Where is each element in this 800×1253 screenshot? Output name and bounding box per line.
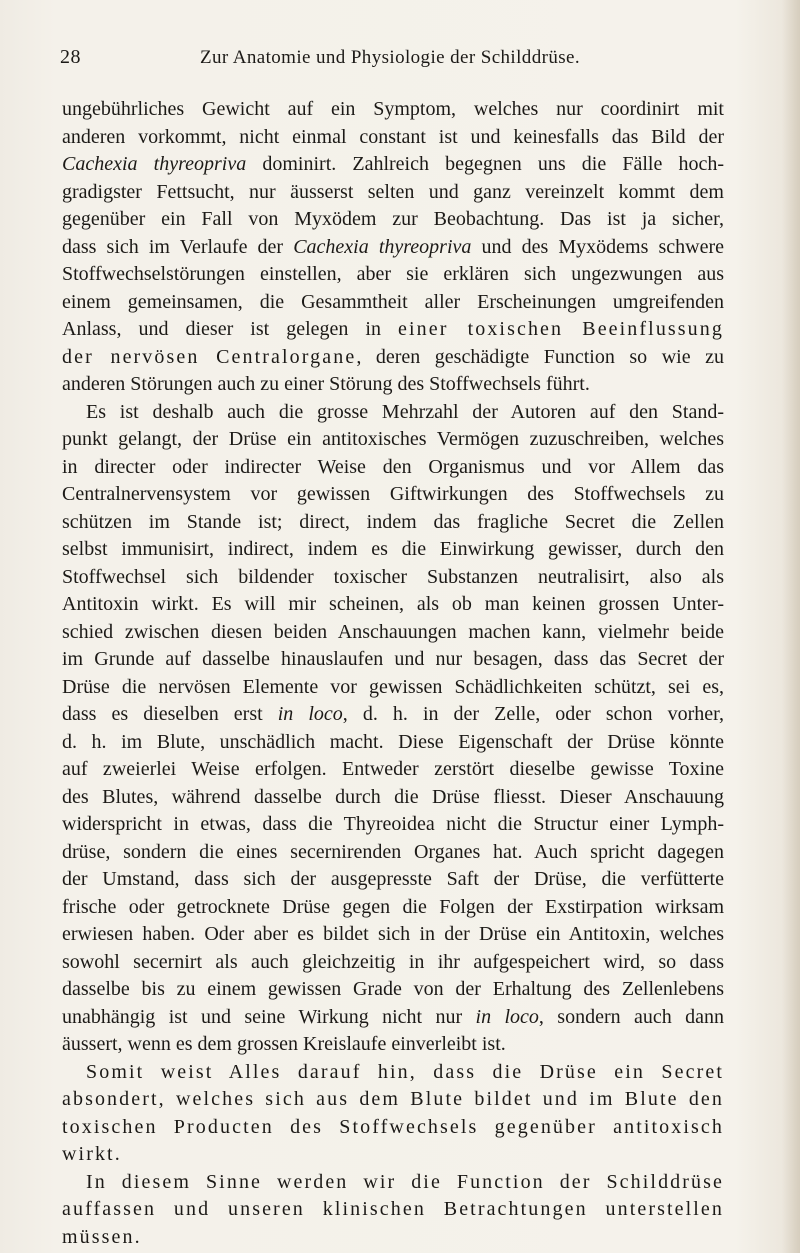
text-segment: absondert, welches sich aus dem Blute bildet und im Blute den [62, 1088, 724, 1110]
text-segment: Anlass, und dieser ist gelegen in [62, 318, 398, 340]
text-segment: dasselbe bis zu einem gewissen Grade von der Erhaltung des Zellenlebens [62, 978, 724, 1000]
page-edge-shadow [782, 0, 800, 1253]
text-line [62, 1141, 724, 1169]
text-segment: toxischen Producten des Stoffwechsels gegenüber antitoxisch [62, 1115, 724, 1138]
text-segment: anderen vorkommt, nicht einmal constant ist und keinesfalls das Bild der [62, 125, 724, 148]
text-segment: gegenüber ein Fall von Myxödem zur Beobachtung. Das ist ja sicher, [62, 208, 724, 230]
text-segment: Drüse die nervösen Elemente vor gewissen Schädlichkeiten schützt, sei es, [62, 675, 724, 698]
text-segment: frische oder getrocknete Drüse gegen die Folgen der Exstirpation wirksam [62, 895, 724, 918]
text-segment: gradigster Fettsucht, nur äusserst selten und ganz vereinzelt kommt dem [62, 180, 724, 203]
text-line [62, 1004, 724, 1032]
text-segment: In diesem Sinne werden wir die Function der Schilddrüse [86, 1170, 724, 1193]
text-segment: Stoffwechsel sich bildender toxischer Substanzen neutralisirt, also als [62, 565, 724, 588]
italic-text: Cachexia thyreopriva [62, 153, 247, 175]
text-line [62, 701, 724, 729]
spaced-text: der nervösen Centralorgane [62, 345, 357, 368]
running-title: Zur Anatomie und Physiologie der Schilddrüse. [199, 47, 580, 68]
text-line [62, 564, 724, 592]
text-segment: dass sich im Verlaufe der [62, 235, 294, 258]
text-segment: , sondern auch dann [538, 1005, 724, 1028]
text-line [62, 729, 724, 757]
text-line [62, 894, 724, 922]
text-segment: in directer oder indirecter Weise den Organismus und vor Allem das [62, 455, 724, 478]
text-segment: des Blutes, während dasselbe durch die Drüse fliesst. Dieser Anschauung [62, 785, 724, 808]
text-line [62, 1169, 724, 1197]
text-line [62, 289, 724, 317]
text-line [62, 619, 724, 647]
text-line [62, 784, 724, 812]
text-line [62, 1114, 724, 1142]
text-segment: im Grunde auf dasselbe hinauslaufen und nur besagen, dass das Secret der [62, 648, 724, 670]
text-segment: Stoffwechselstörungen einstellen, aber sie erklären sich ungezwungen aus [62, 263, 724, 285]
text-line [62, 1086, 724, 1114]
text-segment: ungebührliches Gewicht auf ein Symptom, welches nur coordinirt mit [62, 98, 724, 120]
text-line [62, 206, 724, 234]
body-text [62, 96, 724, 1251]
text-segment: unabhängig ist und seine Wirkung nicht nur [62, 1005, 476, 1028]
text-segment: widerspricht in etwas, dass die Thyreoidea nicht die Structur einer Lymph- [62, 813, 724, 835]
text-line [62, 1196, 724, 1224]
italic-text: in loco [475, 1005, 539, 1028]
text-segment: schied zwischen diesen beiden Anschauungen machen kann, vielmehr beide [62, 620, 724, 643]
text-segment: dass es dieselben erst [62, 703, 278, 725]
text-line [62, 344, 724, 372]
text-line [62, 756, 724, 784]
text-line [62, 674, 724, 702]
text-segment: punkt gelangt, der Drüse ein antitoxisches Vermögen zuzuschreiben, welches [62, 428, 724, 450]
text-line [62, 124, 724, 152]
text-segment: auffassen und unseren klinischen Betrachtungen unterstellen [62, 1198, 724, 1220]
text-segment: Antitoxin wirkt. Es will mir scheinen, als ob man keinen grossen Unter- [62, 593, 724, 615]
text-segment: der Umstand, dass sich der ausgepresste Saft der Drüse, die verfütterte [62, 868, 724, 890]
text-segment: , deren geschädigte Function so wie zu [356, 345, 724, 368]
text-line [62, 1031, 724, 1059]
text-segment: Somit weist Alles darauf hin, dass die Drüse ein Secret [86, 1060, 724, 1083]
text-line [62, 976, 724, 1004]
italic-text: in loco [277, 703, 343, 725]
text-line [62, 316, 724, 344]
text-line [62, 454, 724, 482]
text-segment: dominirt. Zahlreich begegnen uns die Fälle hoch- [246, 153, 724, 175]
page-header [60, 46, 720, 76]
text-line [62, 179, 724, 207]
italic-text: Cachexia thyreopriva [293, 235, 472, 258]
text-segment: äussert, wenn es dem grossen Kreislaufe einverleibt ist. [62, 1033, 506, 1055]
text-line [62, 646, 724, 674]
text-segment: selbst immunisirt, indirect, indem es die Einwirkung gewisser, durch den [62, 538, 724, 560]
text-segment: anderen Störungen auch zu einer Störung des Stoffwechsels führt. [62, 373, 590, 395]
text-line [62, 921, 724, 949]
text-segment: wirkt. [62, 1143, 122, 1165]
text-segment: sowohl secernirt als auch gleichzeitig in ihr aufgespeichert wird, so dass [62, 950, 724, 973]
text-line [62, 866, 724, 894]
text-line [62, 399, 724, 427]
text-line [62, 949, 724, 977]
text-line [62, 371, 724, 399]
text-segment: , d. h. in der Zelle, oder schon vorher, [342, 703, 724, 725]
text-segment: müssen. [62, 1225, 142, 1248]
text-segment: und des Myxödems schwere [471, 235, 724, 258]
text-line [62, 426, 724, 454]
text-line [62, 1224, 724, 1252]
spaced-text: einer toxischen Beeinflussung [397, 318, 724, 340]
text-segment: schützen im Stande ist; direct, indem das fragliche Secret die Zellen [62, 510, 724, 533]
text-line [62, 811, 724, 839]
text-line [62, 839, 724, 867]
text-line [62, 591, 724, 619]
text-line [62, 261, 724, 289]
text-segment: d. h. im Blute, unschädlich macht. Diese Eigenschaft der Drüse könnte [62, 730, 724, 753]
page-number: 28 [60, 46, 81, 68]
text-line [62, 151, 724, 179]
text-line [62, 1059, 724, 1087]
text-line [62, 96, 724, 124]
text-segment: auf zweierlei Weise erfolgen. Entweder zerstört dieselbe gewisse Toxine [62, 758, 724, 780]
text-line [62, 536, 724, 564]
text-segment: drüse, sondern die eines secernirenden Organes hat. Auch spricht dagegen [62, 840, 724, 863]
text-segment: erwiesen haben. Oder aber es bildet sich in der Drüse ein Antitoxin, welches [62, 923, 724, 945]
text-segment: einem gemeinsamen, die Gesammtheit aller Erscheinungen umgreifenden [62, 290, 724, 313]
text-line [62, 234, 724, 262]
text-line [62, 481, 724, 509]
text-segment: Es ist deshalb auch die grosse Mehrzahl der Autoren auf den Stand- [86, 400, 724, 423]
text-segment: Centralnervensystem vor gewissen Giftwirkungen des Stoffwechsels zu [62, 483, 724, 505]
text-line [62, 509, 724, 537]
